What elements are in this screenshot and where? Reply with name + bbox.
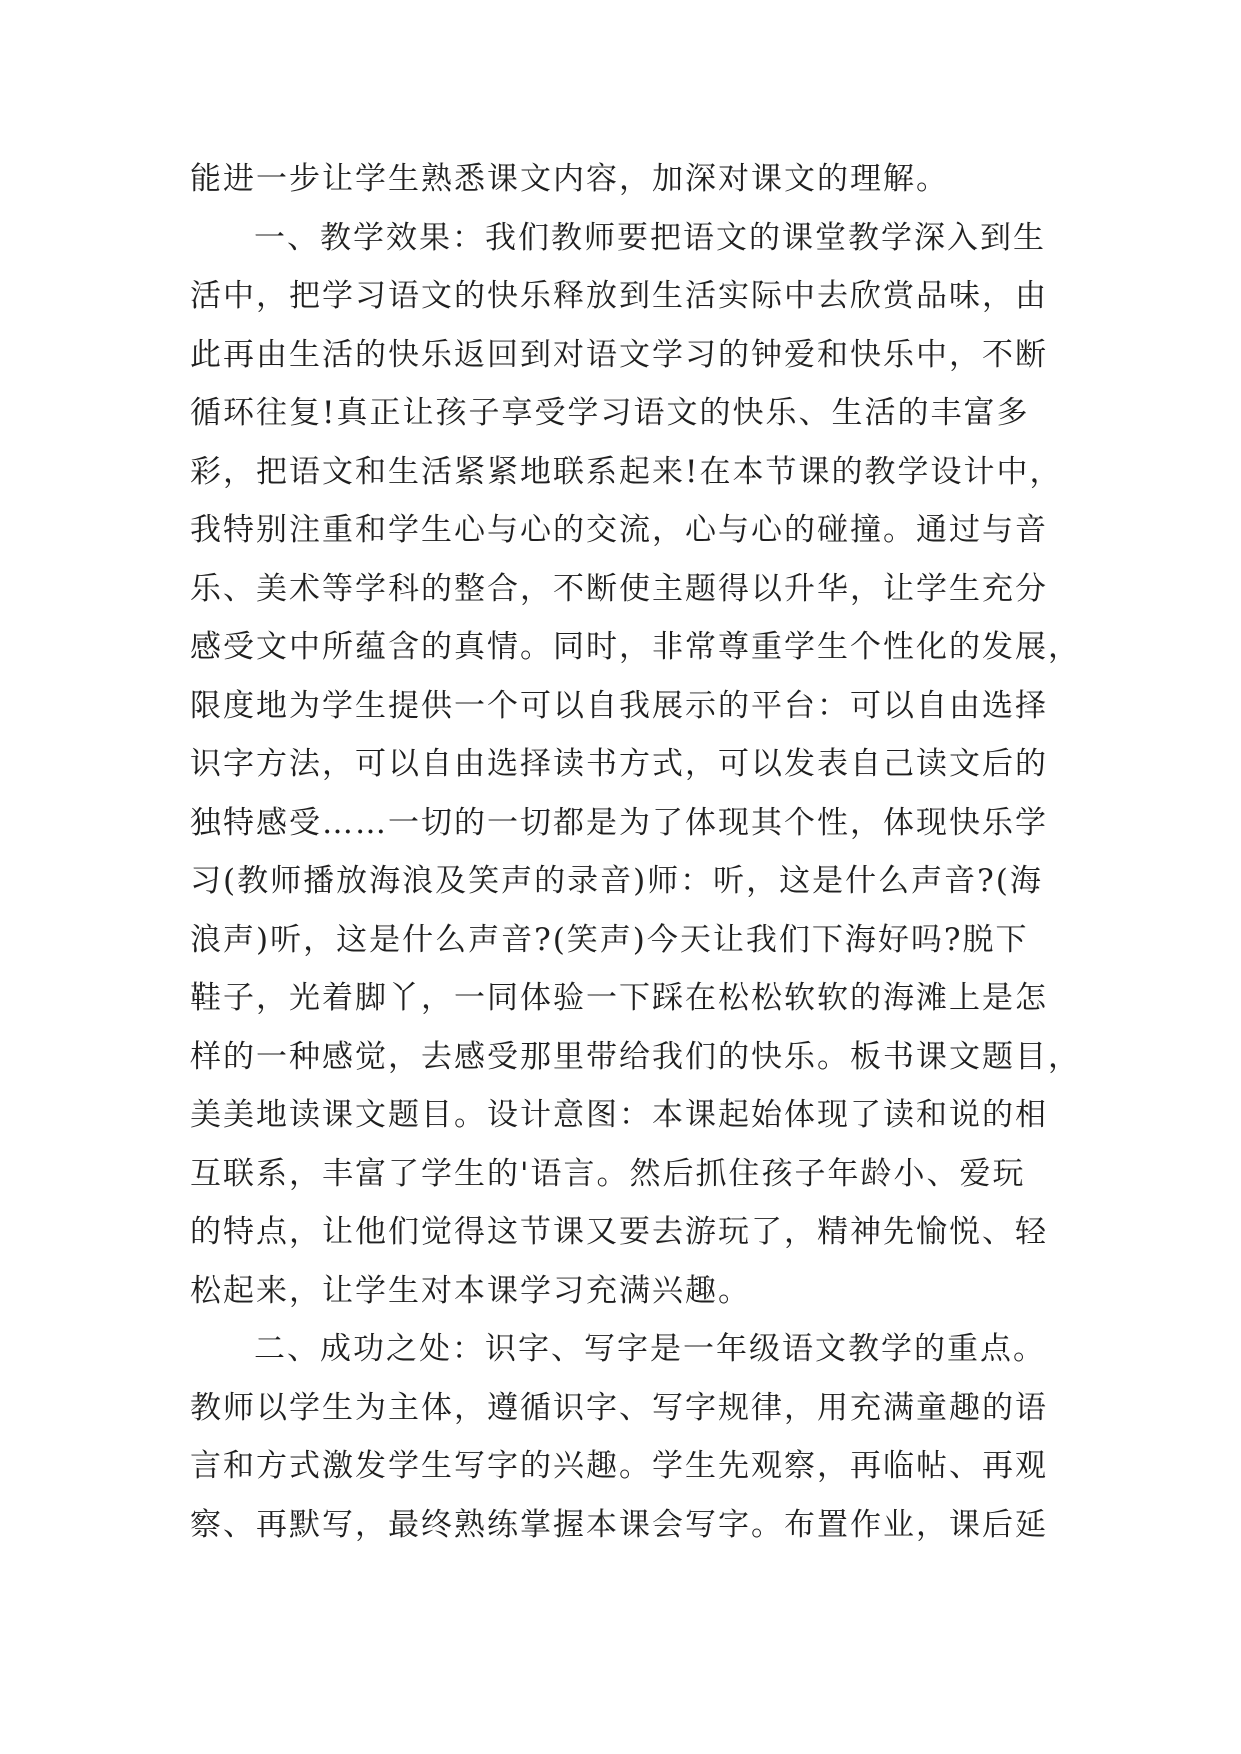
text-line: 美美地读课文题目。设计意图：本课起始体现了读和说的相 [190, 1097, 1048, 1133]
text-line: 感受文中所蕴含的真情。同时，非常尊重学生个性化的发展， [190, 629, 1081, 665]
text-line: 样的一种感觉，去感受那里带给我们的快乐。板书课文题目， [190, 1038, 1081, 1075]
body-text [190, 150, 1081, 1554]
text-line: 识字方法，可以自由选择读书方式，可以发表自己读文后的 [190, 746, 1048, 782]
paragraph-first-line: 一、教学效果：我们教师要把语文的课堂教学深入到生 [254, 219, 1046, 256]
text-line: 限度地为学生提供一个可以自我展示的平台：可以自由选择 [190, 687, 1048, 724]
text-line: 松起来，让学生对本课学习充满兴趣。 [190, 1272, 751, 1309]
text-line: 活中，把学习语文的快乐释放到生活实际中去欣赏品味，由 [190, 278, 1048, 314]
text-line: 浪声)听，这是什么声音?(笑声)今天让我们下海好吗?脱下 [190, 921, 1029, 958]
text-line: 独特感受……一切的一切都是为了体现其个性，体现快乐学 [190, 804, 1048, 841]
text-line: 此再由生活的快乐返回到对语文学习的钟爱和快乐中，不断 [190, 336, 1048, 373]
text-line: 互联系，丰富了学生的'语言。然后抓住孩子年龄小、爱玩 [190, 1155, 1026, 1192]
text-line: 习(教师播放海浪及笑声的录音)师：听，这是什么声音?(海 [190, 863, 1043, 899]
text-line: 鞋子，光着脚丫，一同体验一下踩在松松软软的海滩上是怎 [190, 980, 1048, 1016]
text-line: 教师以学生为主体，遵循识字、写字规律，用充满童趣的语 [190, 1389, 1048, 1426]
text-line: 彩，把语文和生活紧紧地联系起来!在本节课的教学设计中， [190, 453, 1063, 490]
paragraph-first-line: 二、成功之处：识字、写字是一年级语文教学的重点。 [254, 1331, 1046, 1367]
text-line: 察、再默写，最终熟练掌握本课会写字。布置作业，课后延 [190, 1506, 1048, 1543]
text-line: 我特别注重和学生心与心的交流，心与心的碰撞。通过与音 [190, 512, 1048, 548]
text-line: 能进一步让学生熟悉课文内容，加深对课文的理解。 [190, 161, 949, 197]
text-line: 言和方式激发学生写字的兴趣。学生先观察，再临帖、再观 [190, 1448, 1048, 1484]
text-line: 乐、美术等学科的整合，不断使主题得以升华，让学生充分 [190, 570, 1048, 607]
text-line: 的特点，让他们觉得这节课又要去游玩了，精神先愉悦、轻 [190, 1214, 1048, 1250]
text-line: 循环往复!真正让孩子享受学习语文的快乐、生活的丰富多 [190, 395, 1030, 431]
